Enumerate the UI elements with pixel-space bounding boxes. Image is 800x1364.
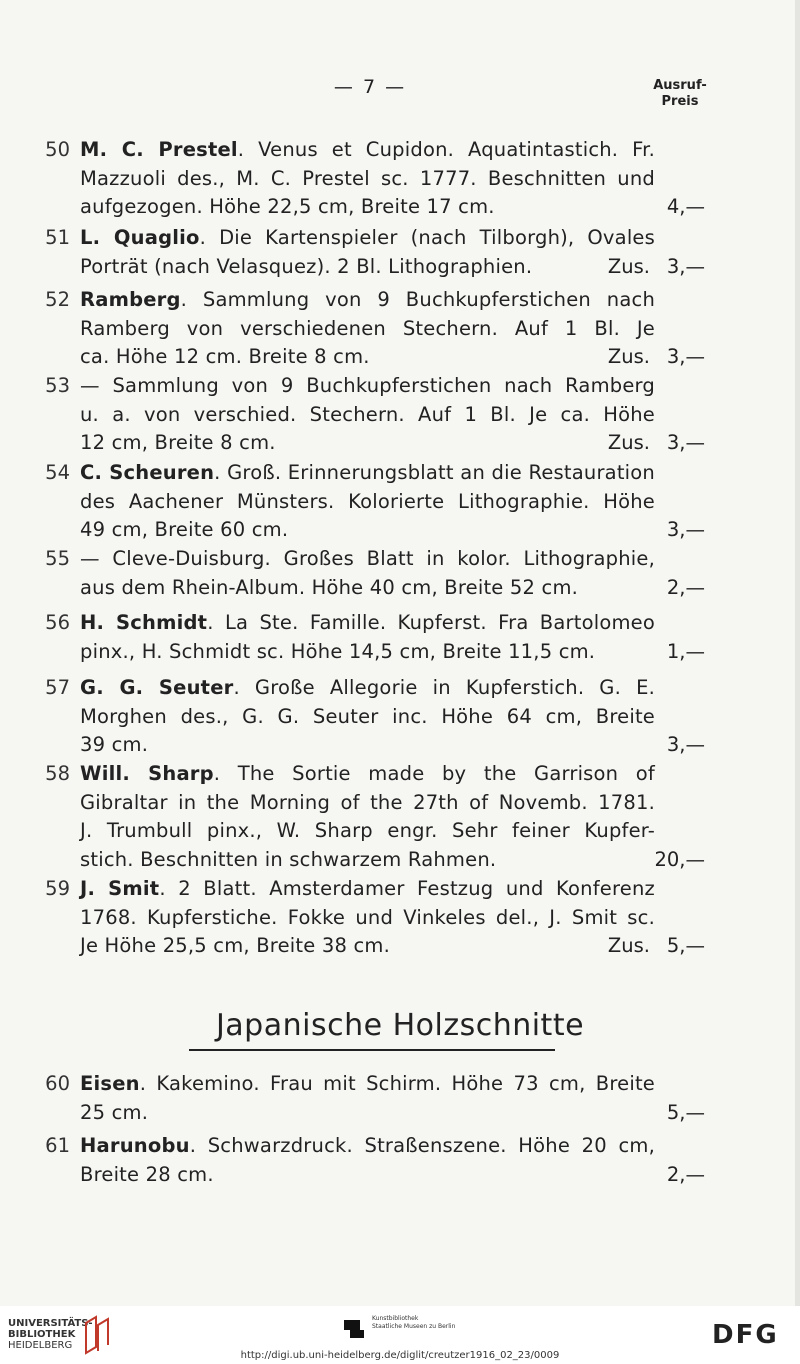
entry-number: 60 [45, 1072, 70, 1095]
entry-price: 3,— [666, 254, 705, 278]
entry-line: stich. Beschnitten in schwarzem Rahmen. [80, 847, 497, 871]
artist-name: Ramberg [80, 288, 181, 311]
artist-name: H. Schmidt [80, 611, 208, 634]
page-edge [795, 0, 800, 1306]
entry-line: C. Scheuren. Groß. Erinnerungsblatt an die Restauration [80, 461, 655, 484]
entry-text [80, 875, 655, 961]
entry-text [80, 609, 655, 666]
entry-number: 56 [45, 611, 70, 634]
entry-price: 2,— [666, 575, 705, 599]
entry-line: 25 cm. [80, 1100, 149, 1124]
entry-number: 53 [45, 374, 70, 397]
entry-line: Will. Sharp. The Sortie made by the Garrison of [80, 762, 655, 785]
zus-label: Zus. [607, 254, 650, 278]
entry-line: 39 cm. [80, 733, 149, 757]
artist-name: Harunobu [80, 1134, 190, 1157]
artist-name: G. G. Seuter [80, 676, 234, 699]
entry-line: 49 cm, Breite 60 cm. [80, 518, 289, 542]
entry-line: u. a. von verschied. Stechern. Auf 1 Bl. Je ca. Höhe [80, 402, 655, 426]
zus-label: Zus. [607, 934, 650, 958]
entry-line: Harunobu. Schwarzdruck. Straßenszene. Höhe 20 cm, [80, 1134, 655, 1157]
entry-line: Ramberg von verschiedenen Stechern. Auf 1 Bl. Je [80, 316, 655, 340]
entry-text [80, 286, 655, 372]
entry-line: pinx., H. Schmidt sc. Höhe 14,5 cm, Breite 11,5 cm. [80, 639, 596, 663]
entry-number: 59 [45, 877, 70, 900]
zus-label: Zus. [607, 345, 650, 369]
entry-price: 1,— [666, 639, 705, 663]
entry-line: G. G. Seuter. Große Allegorie in Kupferstich. G. E. [80, 676, 655, 699]
entry-line: des Aachener Münsters. Kolorierte Lithographie. Höhe [80, 489, 655, 513]
entry-line: Ramberg. Sammlung von 9 Buchkupferstichen nach [80, 288, 655, 311]
entry-text [80, 224, 655, 281]
entry-line: ca. Höhe 12 cm. Breite 8 cm. [80, 345, 370, 369]
entry-line: — Cleve-Duisburg. Großes Blatt in kolor. Lithographie, [80, 547, 655, 570]
zus-label: Zus. [607, 431, 650, 455]
entry-price: 3,— [666, 518, 705, 542]
artist-name: C. Scheuren [80, 461, 215, 484]
page-number: — 7 — [333, 76, 407, 98]
entry-price: 5,— [666, 934, 705, 958]
entry-number: 51 [45, 226, 70, 249]
university-logo-icon [82, 1313, 112, 1355]
dfg-logo: DFG [712, 1320, 779, 1350]
artist-name: Eisen [80, 1072, 140, 1095]
entry-text [80, 1132, 655, 1189]
artist-name: M. C. Prestel [80, 138, 238, 161]
entry-text [80, 1070, 655, 1127]
entry-price: 4,— [666, 195, 705, 219]
entry-text [80, 459, 655, 545]
university-library-label [8, 1318, 93, 1351]
artist-name: L. Quaglio [80, 226, 200, 249]
entry-line: — Sammlung von 9 Buchkupferstichen nach Ramberg [80, 374, 655, 397]
entry-text [80, 760, 655, 874]
entry-price: 20,— [654, 847, 705, 871]
entry-line: Mazzuoli des., M. C. Prestel sc. 1777. Beschnitten und [80, 166, 655, 190]
entry-line: Morghen des., G. G. Seuter inc. Höhe 64 cm, Breite [80, 704, 655, 728]
entry-price: 3,— [666, 733, 705, 757]
entry-line: J. Smit. 2 Blatt. Amsterdamer Festzug und Konferenz [80, 877, 655, 900]
entry-line: aus dem Rhein-Album. Höhe 40 cm, Breite 52 cm. [80, 575, 579, 599]
entry-number: 54 [45, 461, 70, 484]
section-title: Japanische Holzschnitte [215, 1008, 585, 1043]
entry-number: 61 [45, 1134, 70, 1157]
artist-name: Will. Sharp [80, 762, 214, 785]
price-column-header [640, 78, 720, 110]
entry-text [80, 372, 655, 458]
entry-line: L. Quaglio. Die Kartenspieler (nach Tilborgh), Ovales [80, 226, 655, 249]
entry-line: J. Trumbull pinx., W. Sharp engr. Sehr feiner Kupfer- [80, 819, 655, 843]
entry-line: H. Schmidt. La Ste. Famille. Kupferst. Fra Bartolomeo [80, 611, 655, 634]
kunstbibliothek-label [372, 1315, 455, 1331]
kb-line1: Kunstbibliothek [372, 1315, 419, 1322]
entry-number: 57 [45, 676, 70, 699]
source-url[interactable]: http://digi.ub.uni-heidelberg.de/diglit/creutzer1916_02_23/0009 [240, 1350, 560, 1361]
entry-text [80, 674, 655, 760]
entry-line: 12 cm, Breite 8 cm. [80, 431, 276, 455]
entry-line: Eisen. Kakemino. Frau mit Schirm. Höhe 73 cm, Breite [80, 1072, 655, 1095]
entry-number: 58 [45, 762, 70, 785]
artist-name: J. Smit [80, 877, 160, 900]
entry-price: 3,— [666, 431, 705, 455]
entry-line: Porträt (nach Velasquez). 2 Bl. Lithographien. [80, 254, 533, 278]
entry-price: 3,— [666, 345, 705, 369]
section-underline [189, 1049, 555, 1051]
entry-line: Je Höhe 25,5 cm, Breite 38 cm. [80, 934, 390, 958]
uni-line1: UNIVERSITÄTS- [8, 1318, 93, 1329]
uni-line3: HEIDELBERG [8, 1340, 73, 1351]
entry-line: M. C. Prestel. Venus et Cupidon. Aquatintastich. Fr. [80, 138, 655, 161]
uni-line2: BIBLIOTHEK [8, 1329, 76, 1340]
entry-price: 5,— [666, 1100, 705, 1124]
entry-line: 1768. Kupferstiche. Fokke und Vinkeles del., J. Smit sc. [80, 905, 655, 929]
entry-text [80, 136, 655, 222]
price-header-line2: Preis [661, 94, 699, 109]
entry-line: aufgezogen. Höhe 22,5 cm, Breite 17 cm. [80, 195, 495, 219]
entry-number: 52 [45, 288, 70, 311]
entry-number: 50 [45, 138, 70, 161]
entry-number: 55 [45, 547, 70, 570]
price-header-line1: Ausruf- [653, 78, 707, 93]
entry-line: Gibraltar in the Morning of the 27th of Novemb. 1781. [80, 790, 655, 814]
kunstbibliothek-logo-icon [342, 1316, 366, 1340]
kb-line2: Staatliche Museen zu Berlin [372, 1323, 456, 1330]
entry-price: 2,— [666, 1162, 705, 1186]
entry-text [80, 545, 655, 602]
entry-line: Breite 28 cm. [80, 1162, 214, 1186]
